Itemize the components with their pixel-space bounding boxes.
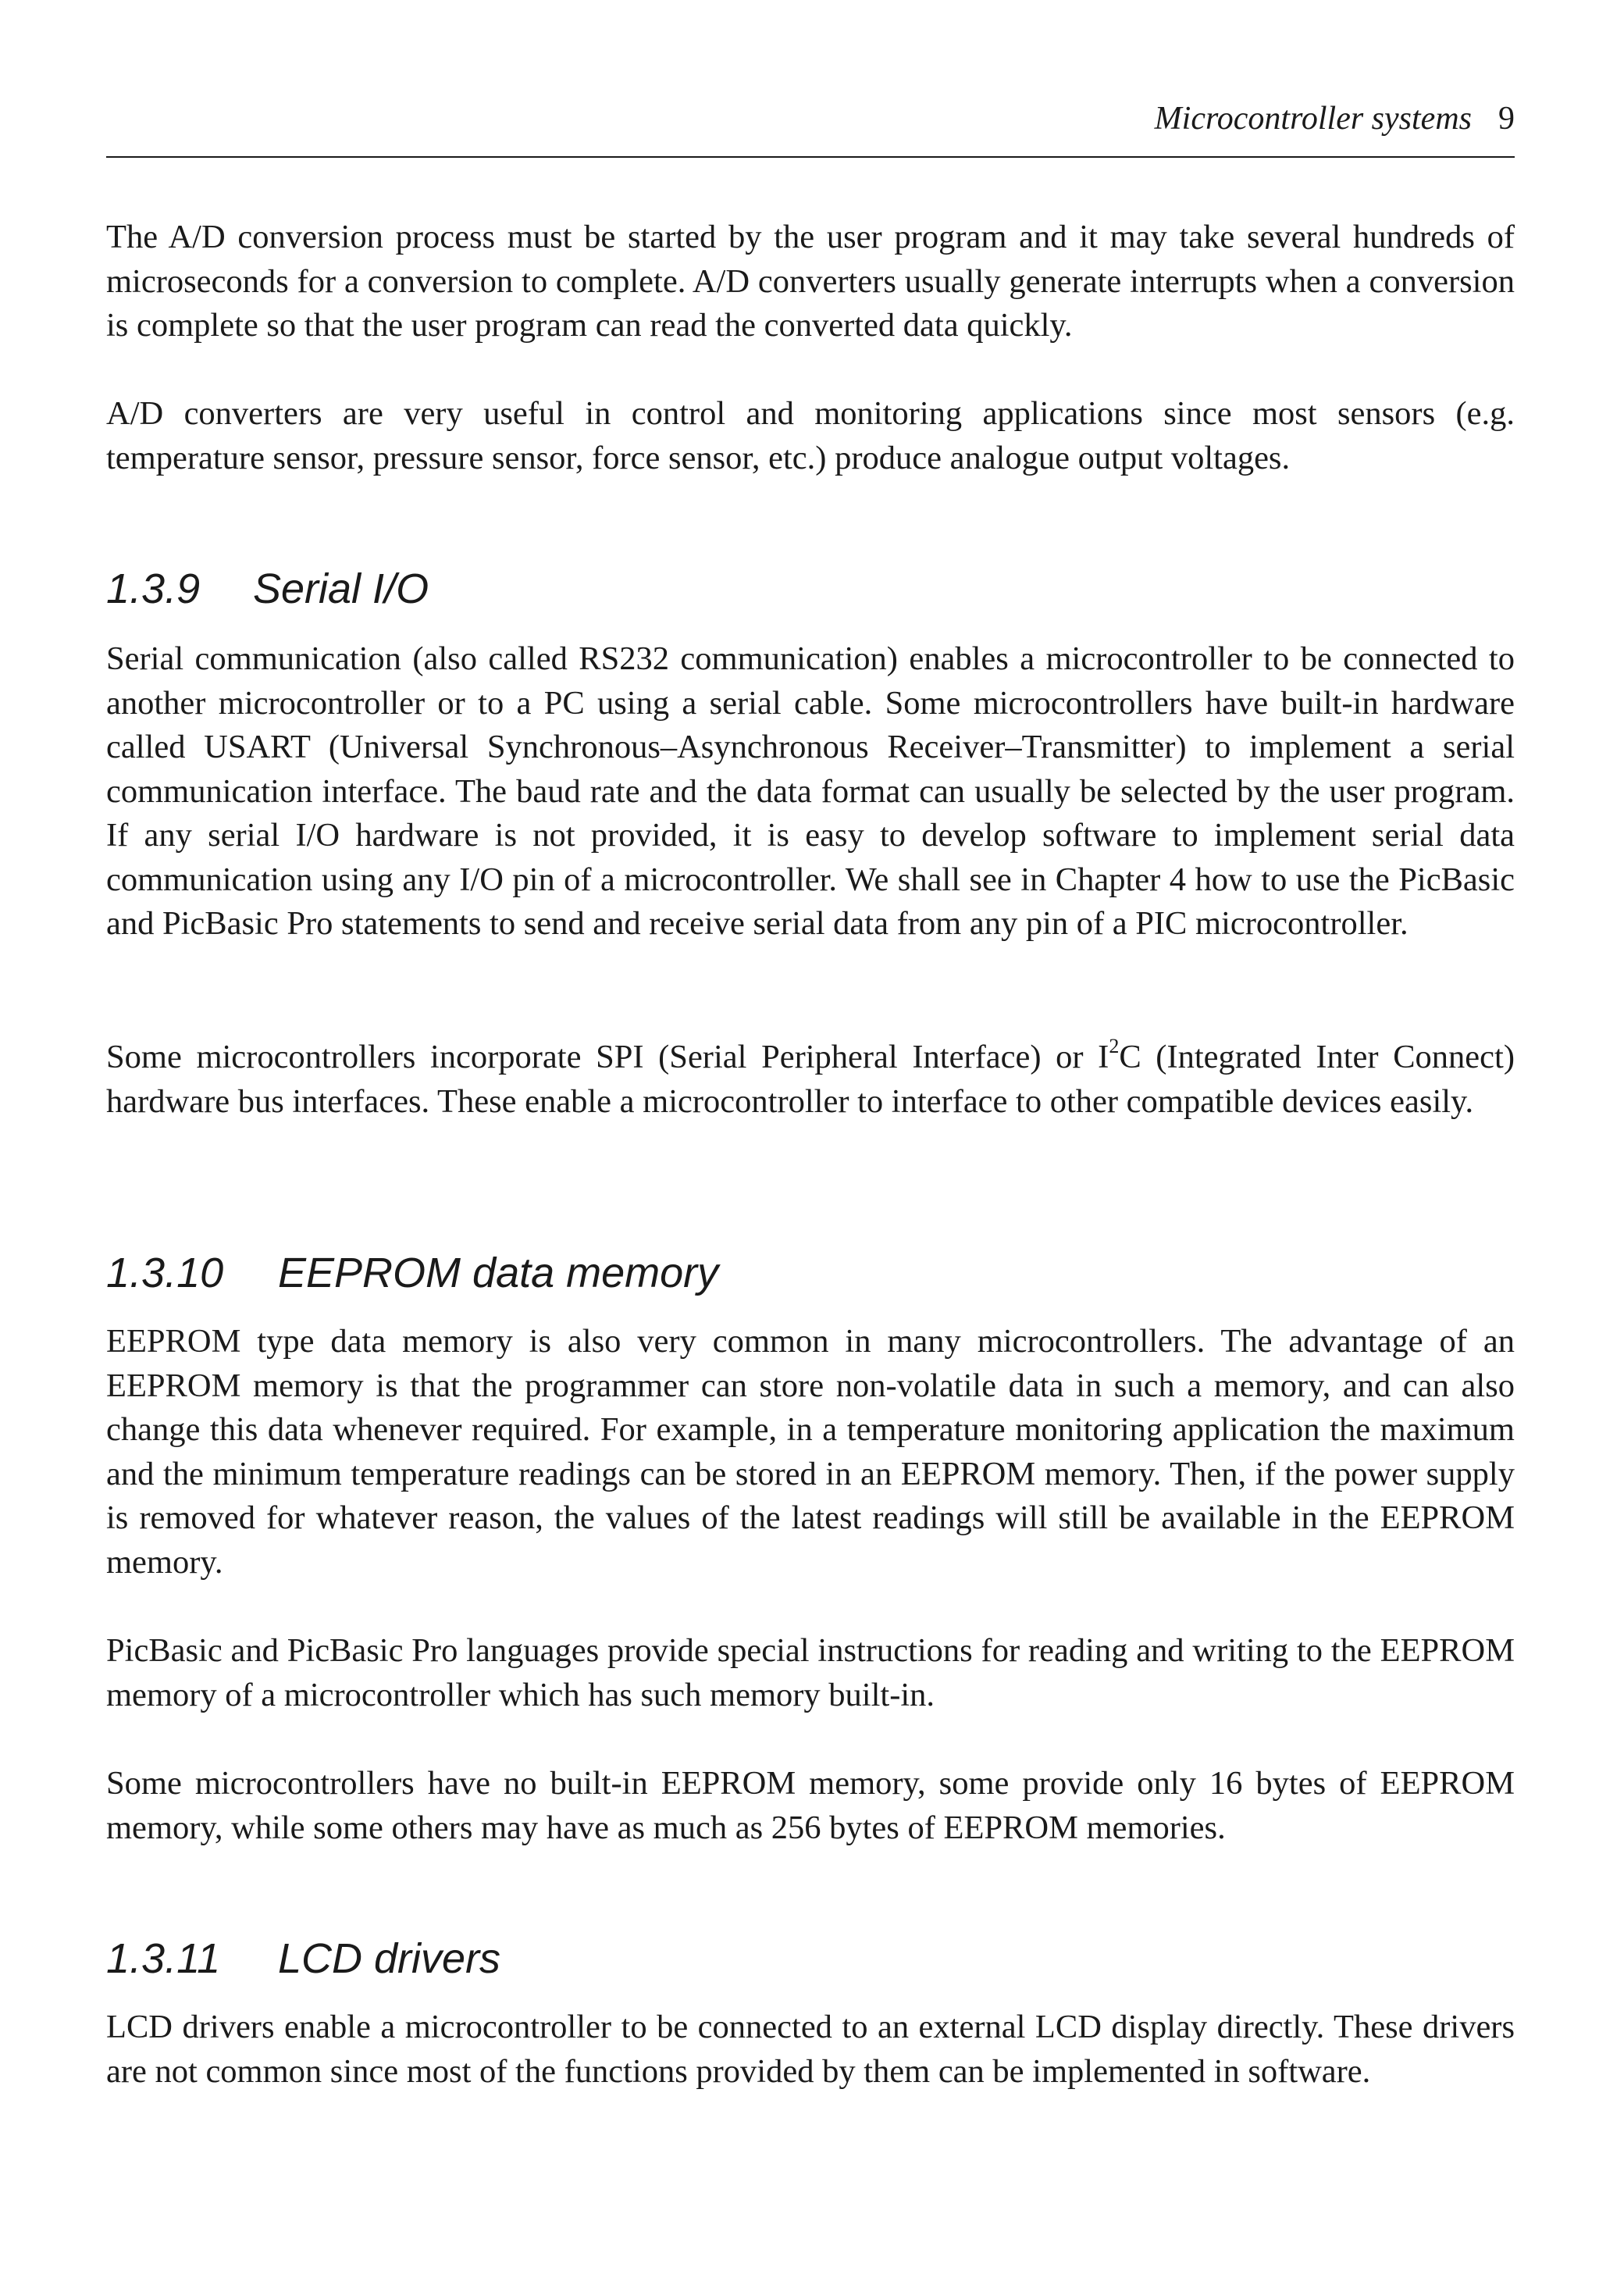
- paragraph-eeprom-memory: EEPROM type data memory is also very common in many microcontrollers. The advantage of an EEPROM memory is that the programmer can store non-volatile data in such a memory, and can also change this data whenever required. For example, in a temperature monitoring application the maximum and the minimum temperature readings can be stored in an EEPROM memory. Then, if the power supply is removed for whatever reason, the values of the latest readings will still be available in the EEPROM memory.: [106, 1323, 1515, 1581]
- section-number: 1.3.9: [106, 565, 201, 612]
- section-title: Serial I/O: [253, 565, 429, 612]
- section-heading-eeprom: [106, 1248, 1515, 1298]
- paragraph-lcd-drivers: LCD drivers enable a microcontroller to be connected to an external LCD display directly. These drivers are not common since most of the functions provided by them can be implemented in software.: [106, 2009, 1515, 2090]
- section-title: EEPROM data memory: [278, 1250, 719, 1296]
- header-rule: [106, 156, 1515, 158]
- paragraph-spi-i2c-text-cont: C (Integrated Inter Connect) hardware bus interfaces. These enable a microcontroller to interface to other compatible devices easily.: [106, 1039, 1515, 1120]
- section-heading-lcd-drivers: [106, 1934, 1515, 1984]
- page-number: 9: [1498, 101, 1515, 137]
- section-title: LCD drivers: [278, 1935, 501, 1982]
- superscript-2: 2: [1109, 1034, 1120, 1057]
- paragraph-eeprom-sizes: Some microcontrollers have no built-in EEPROM memory, some provide only 16 bytes of EEPROM memory, while some others may have as much as 256 bytes of EEPROM memories.: [106, 1765, 1515, 1846]
- running-head-title: Microcontroller systems: [1154, 101, 1472, 137]
- running-head: [106, 100, 1515, 137]
- paragraph-picbasic-eeprom: PicBasic and PicBasic Pro languages provide special instructions for reading and writing to the EEPROM memory of a microcontroller which has such memory built-in.: [106, 1632, 1515, 1713]
- section-number: 1.3.11: [106, 1935, 221, 1982]
- paragraph-spi-i2c: [106, 1036, 1515, 1124]
- section-heading-serial-io: [106, 564, 1515, 614]
- paragraph-spi-i2c-text: Some microcontrollers incorporate SPI (Serial Peripheral Interface) or I: [106, 1039, 1109, 1075]
- paragraph-ad-conversion: The A/D conversion process must be started by the user program and it may take several hundreds of microseconds for a conversion to complete. A/D converters usually generate interrupts when a conversion is complete so that the user program can read the converted data quickly.: [106, 219, 1515, 344]
- section-number: 1.3.10: [106, 1250, 224, 1296]
- paragraph-ad-applications: A/D converters are very useful in control and monitoring applications since most sensors (e.g. temperature sensor, pressure sensor, force sensor, etc.) produce analogue output voltages.: [106, 395, 1515, 476]
- paragraph-serial-communication: Serial communication (also called RS232 communication) enables a microcontroller to be connected to another microcontroller or to a PC using a serial cable. Some microcontrollers have built-in hardware called USART (Universal Synchronous–Asynchronous Receiver–Transmitter) to implement a serial communication interface. The baud rate and the data format can usually be selected by the user program. If any serial I/O hardware is not provided, it is easy to develop software to implement serial data communication using any I/O pin of a microcontroller. We shall see in Chapter 4 how to use the PicBasic and PicBasic Pro statements to send and receive serial data from any pin of a PIC microcontroller.: [106, 640, 1515, 942]
